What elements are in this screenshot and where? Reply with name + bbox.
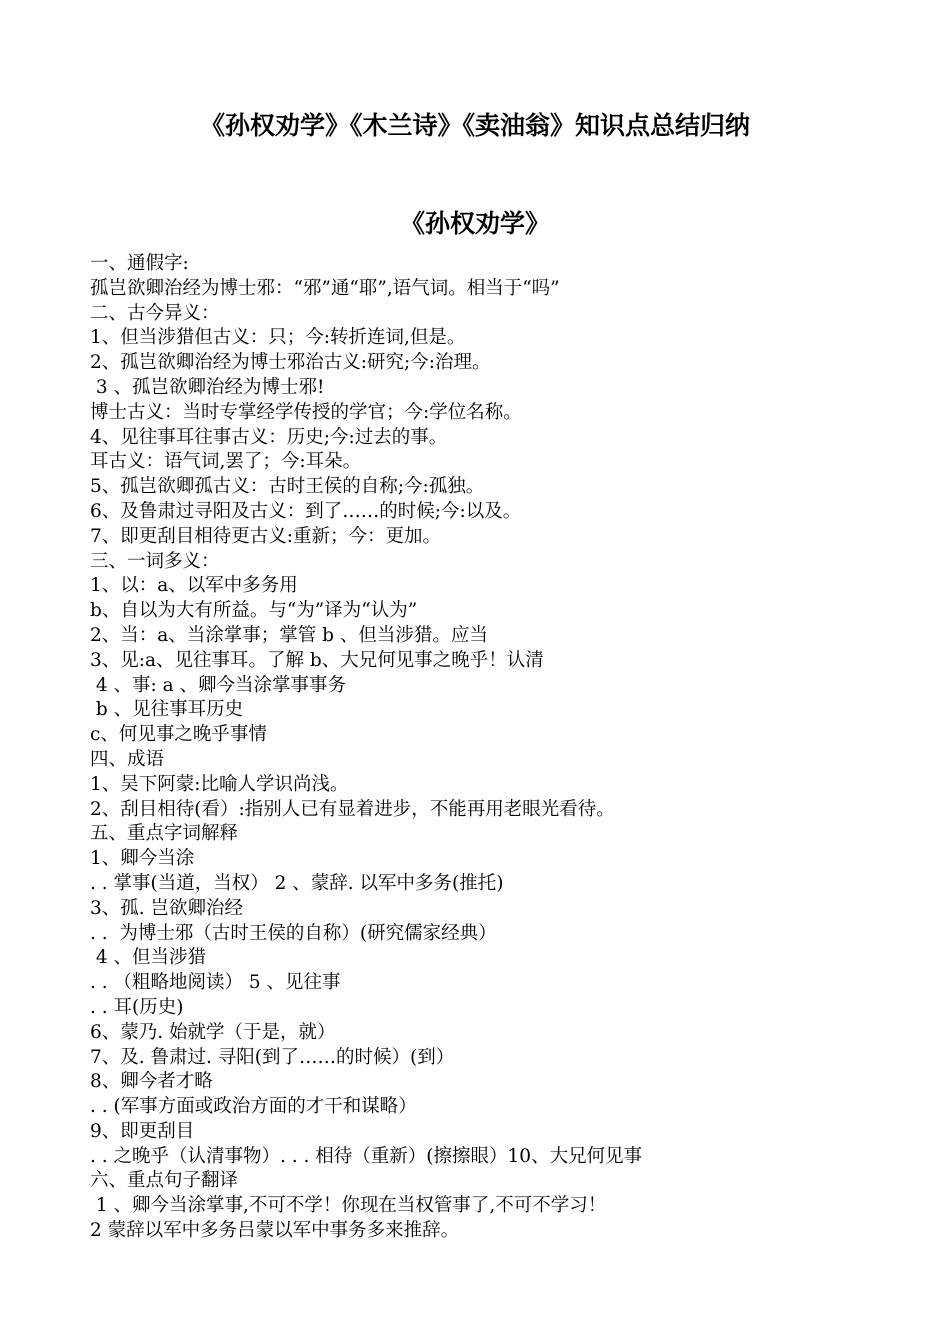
section-title: 《孙权劝学》 — [399, 209, 550, 238]
text-line: 1、以：a、以军中多务用 — [90, 575, 298, 597]
text-line: 三、一词多义： — [90, 550, 220, 572]
text-line: 7、即更刮目相待更古义:重新；今：更加。 — [90, 525, 442, 547]
text-line: 2、当：a、当涂掌事；掌管 b 、但当涉猎。应当 — [90, 624, 488, 646]
text-line: 3、孤. 岂欲卿治经 — [90, 897, 244, 919]
text-line: 5、孤岂欲卿孤古义：古时王侯的自称;今:孤独。 — [90, 476, 485, 498]
text-line: c、何见事之晚乎事情 — [90, 724, 267, 746]
text-line: 二、古今异义： — [90, 302, 220, 324]
text-line: 2、孤岂欲卿治经为博士邪治古义:研究;今:治理。 — [90, 352, 491, 374]
text-line: 四、成语 — [90, 748, 165, 770]
text-line: b 、见往事耳历史 — [90, 699, 244, 721]
text-line: 一、通假字: — [90, 253, 189, 274]
text-line: b、自以为大有所益。与“为”译为“认为” — [90, 600, 418, 622]
text-line: . . （粗略地阅读） 5 、见往事 — [90, 972, 341, 994]
text-line: 4、见往事耳往事古义：历史;今:过去的事。 — [90, 426, 448, 448]
text-line: 8、卿今者才略 — [90, 1071, 213, 1093]
text-line: . . 为博士邪（古时王侯的自称）(研究儒家经典） — [90, 922, 497, 944]
text-line: 3 、孤岂欲卿治经为博士邪! — [90, 376, 325, 398]
text-line: 六、重点句子翻译 — [90, 1170, 239, 1192]
text-line: . . 耳(历史) — [90, 996, 184, 1018]
text-line: 孤岂欲卿治经为博士邪：“邪”通“耶”,语气词。相当于“吗” — [90, 277, 560, 299]
text-line: 1、但当涉猎但古义：只；今:转折连词,但是。 — [90, 327, 466, 349]
text-line: 4 、事: a 、卿今当涂掌事事务 — [90, 674, 347, 696]
text-line: 3、见:a、见往事耳。了解 b、大兄何见事之晚乎！认清 — [90, 649, 544, 671]
text-line: 7、及. 鲁肃过. 寻阳(到了……的时候）(到） — [90, 1046, 455, 1068]
text-line: 6、蒙乃. 始就学（于是，就） — [90, 1021, 336, 1043]
text-line: 1、卿今当涂 — [90, 848, 195, 870]
text-line: . . 之晚乎（认清事物）. . . 相待（重新）(擦擦眼）10、大兄何见事 — [90, 1145, 643, 1167]
document-title: 《孙权劝学》《木兰诗》《卖油翁》知识点总结归纳 — [199, 111, 750, 140]
text-line: 4 、但当涉猎 — [90, 947, 207, 969]
text-line: . . 掌事(当道，当权） 2 、蒙辞. 以军中多务(推托) — [90, 872, 504, 894]
text-line: 1、吴下阿蒙:比喻人学识尚浅。 — [90, 773, 349, 795]
text-line: . . (军事方面或政治方面的才干和谋略） — [90, 1096, 417, 1118]
text-line: 6、及鲁肃过寻阳及古义：到了……的时候;今:以及。 — [90, 500, 522, 522]
text-line: 博士古义：当时专掌经学传授的学官；今:学位名称。 — [90, 401, 522, 423]
text-line: 耳古义：语气词,罢了；今:耳朵。 — [90, 451, 362, 473]
text-line: 9、即更刮目 — [90, 1120, 195, 1142]
document-body — [90, 252, 930, 1244]
text-line: 2、刮目相待(看）:指别人已有显着进步，不能再用老眼光看待。 — [90, 798, 615, 820]
text-line: 五、重点字词解释 — [90, 823, 239, 845]
text-line: 1 、卿今当涂掌事,不可不学！你现在当权管事了,不可不学习！ — [90, 1195, 607, 1217]
text-line: 2 蒙辞以军中多务吕蒙以军中事务多来推辞。 — [90, 1220, 460, 1242]
